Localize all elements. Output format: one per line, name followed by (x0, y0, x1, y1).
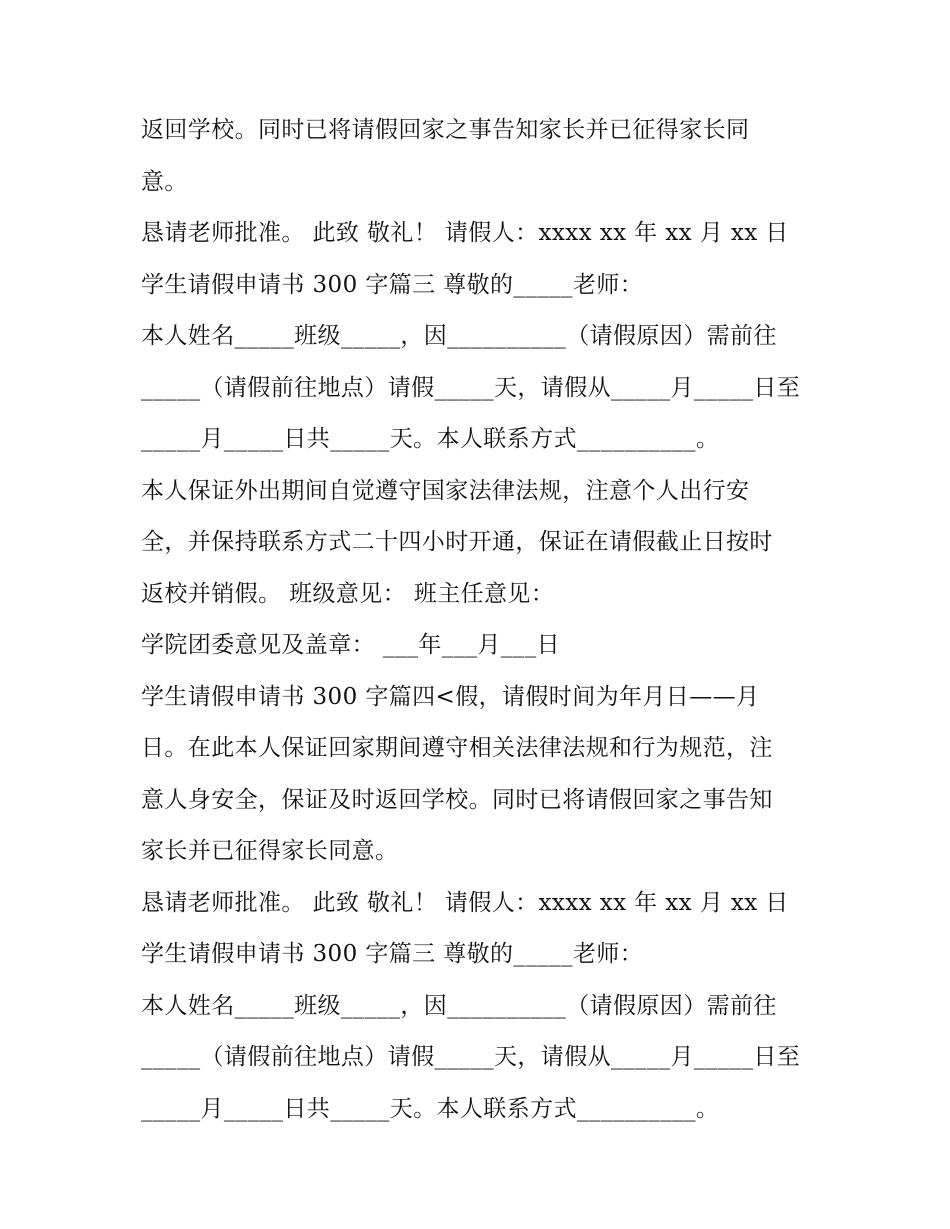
text-line: 全，并保持联系方式二十四小时开通，保证在请假截止日按时 (141, 529, 773, 555)
text-line: _____（请假前往地点）请假_____天，请假从_____月_____日至 (141, 1044, 801, 1070)
text-line: 恳请老师批准。 此致 敬礼！ 请假人：xxxx xx 年 xx 月 xx 日 (141, 220, 789, 246)
text-line: 本人姓名_____班级_____，因__________（请假原因）需前往 (141, 323, 777, 349)
text-line: 返回学校。同时已将请假回家之事告知家长并已征得家长同 (141, 117, 750, 143)
text-line: _____（请假前往地点）请假_____天，请假从_____月_____日至 (141, 374, 801, 401)
text-line: 本人姓名_____班级_____，因__________（请假原因）需前往 (141, 992, 777, 1019)
text-line: _____月_____日共_____天。本人联系方式__________。 (141, 426, 720, 452)
section-heading-line: 学生请假申请书 300 字篇三 尊敬的_____老师： (141, 941, 644, 967)
text-line: 恳请老师批准。 此致 敬礼！ 请假人：xxxx xx 年 xx 月 xx 日 (141, 889, 789, 916)
text-line: 家长并已征得家长同意。 (141, 838, 399, 864)
text-line: 本人保证外出期间自觉遵守国家法律法规，注意个人出行安 (141, 477, 750, 504)
text-line: 意。 (141, 168, 188, 195)
document-body (141, 105, 821, 1135)
text-line: 返校并销假。 班级意见： 班主任意见： (141, 580, 555, 607)
text-line: 日。在此本人保证回家期间遵守相关法律法规和行为规范，注 (141, 735, 773, 761)
section-heading-line: 学生请假申请书 300 字篇四<假，请假时间为年月日——月 (141, 683, 760, 710)
text-line: 学院团委意见及盖章： ___年___月___日 (141, 632, 561, 658)
text-line: _____月_____日共_____天。本人联系方式__________。 (141, 1095, 720, 1122)
text-line: 意人身安全，保证及时返回学校。同时已将请假回家之事告知 (141, 786, 773, 813)
section-heading-line: 学生请假申请书 300 字篇三 尊敬的_____老师： (141, 271, 644, 298)
